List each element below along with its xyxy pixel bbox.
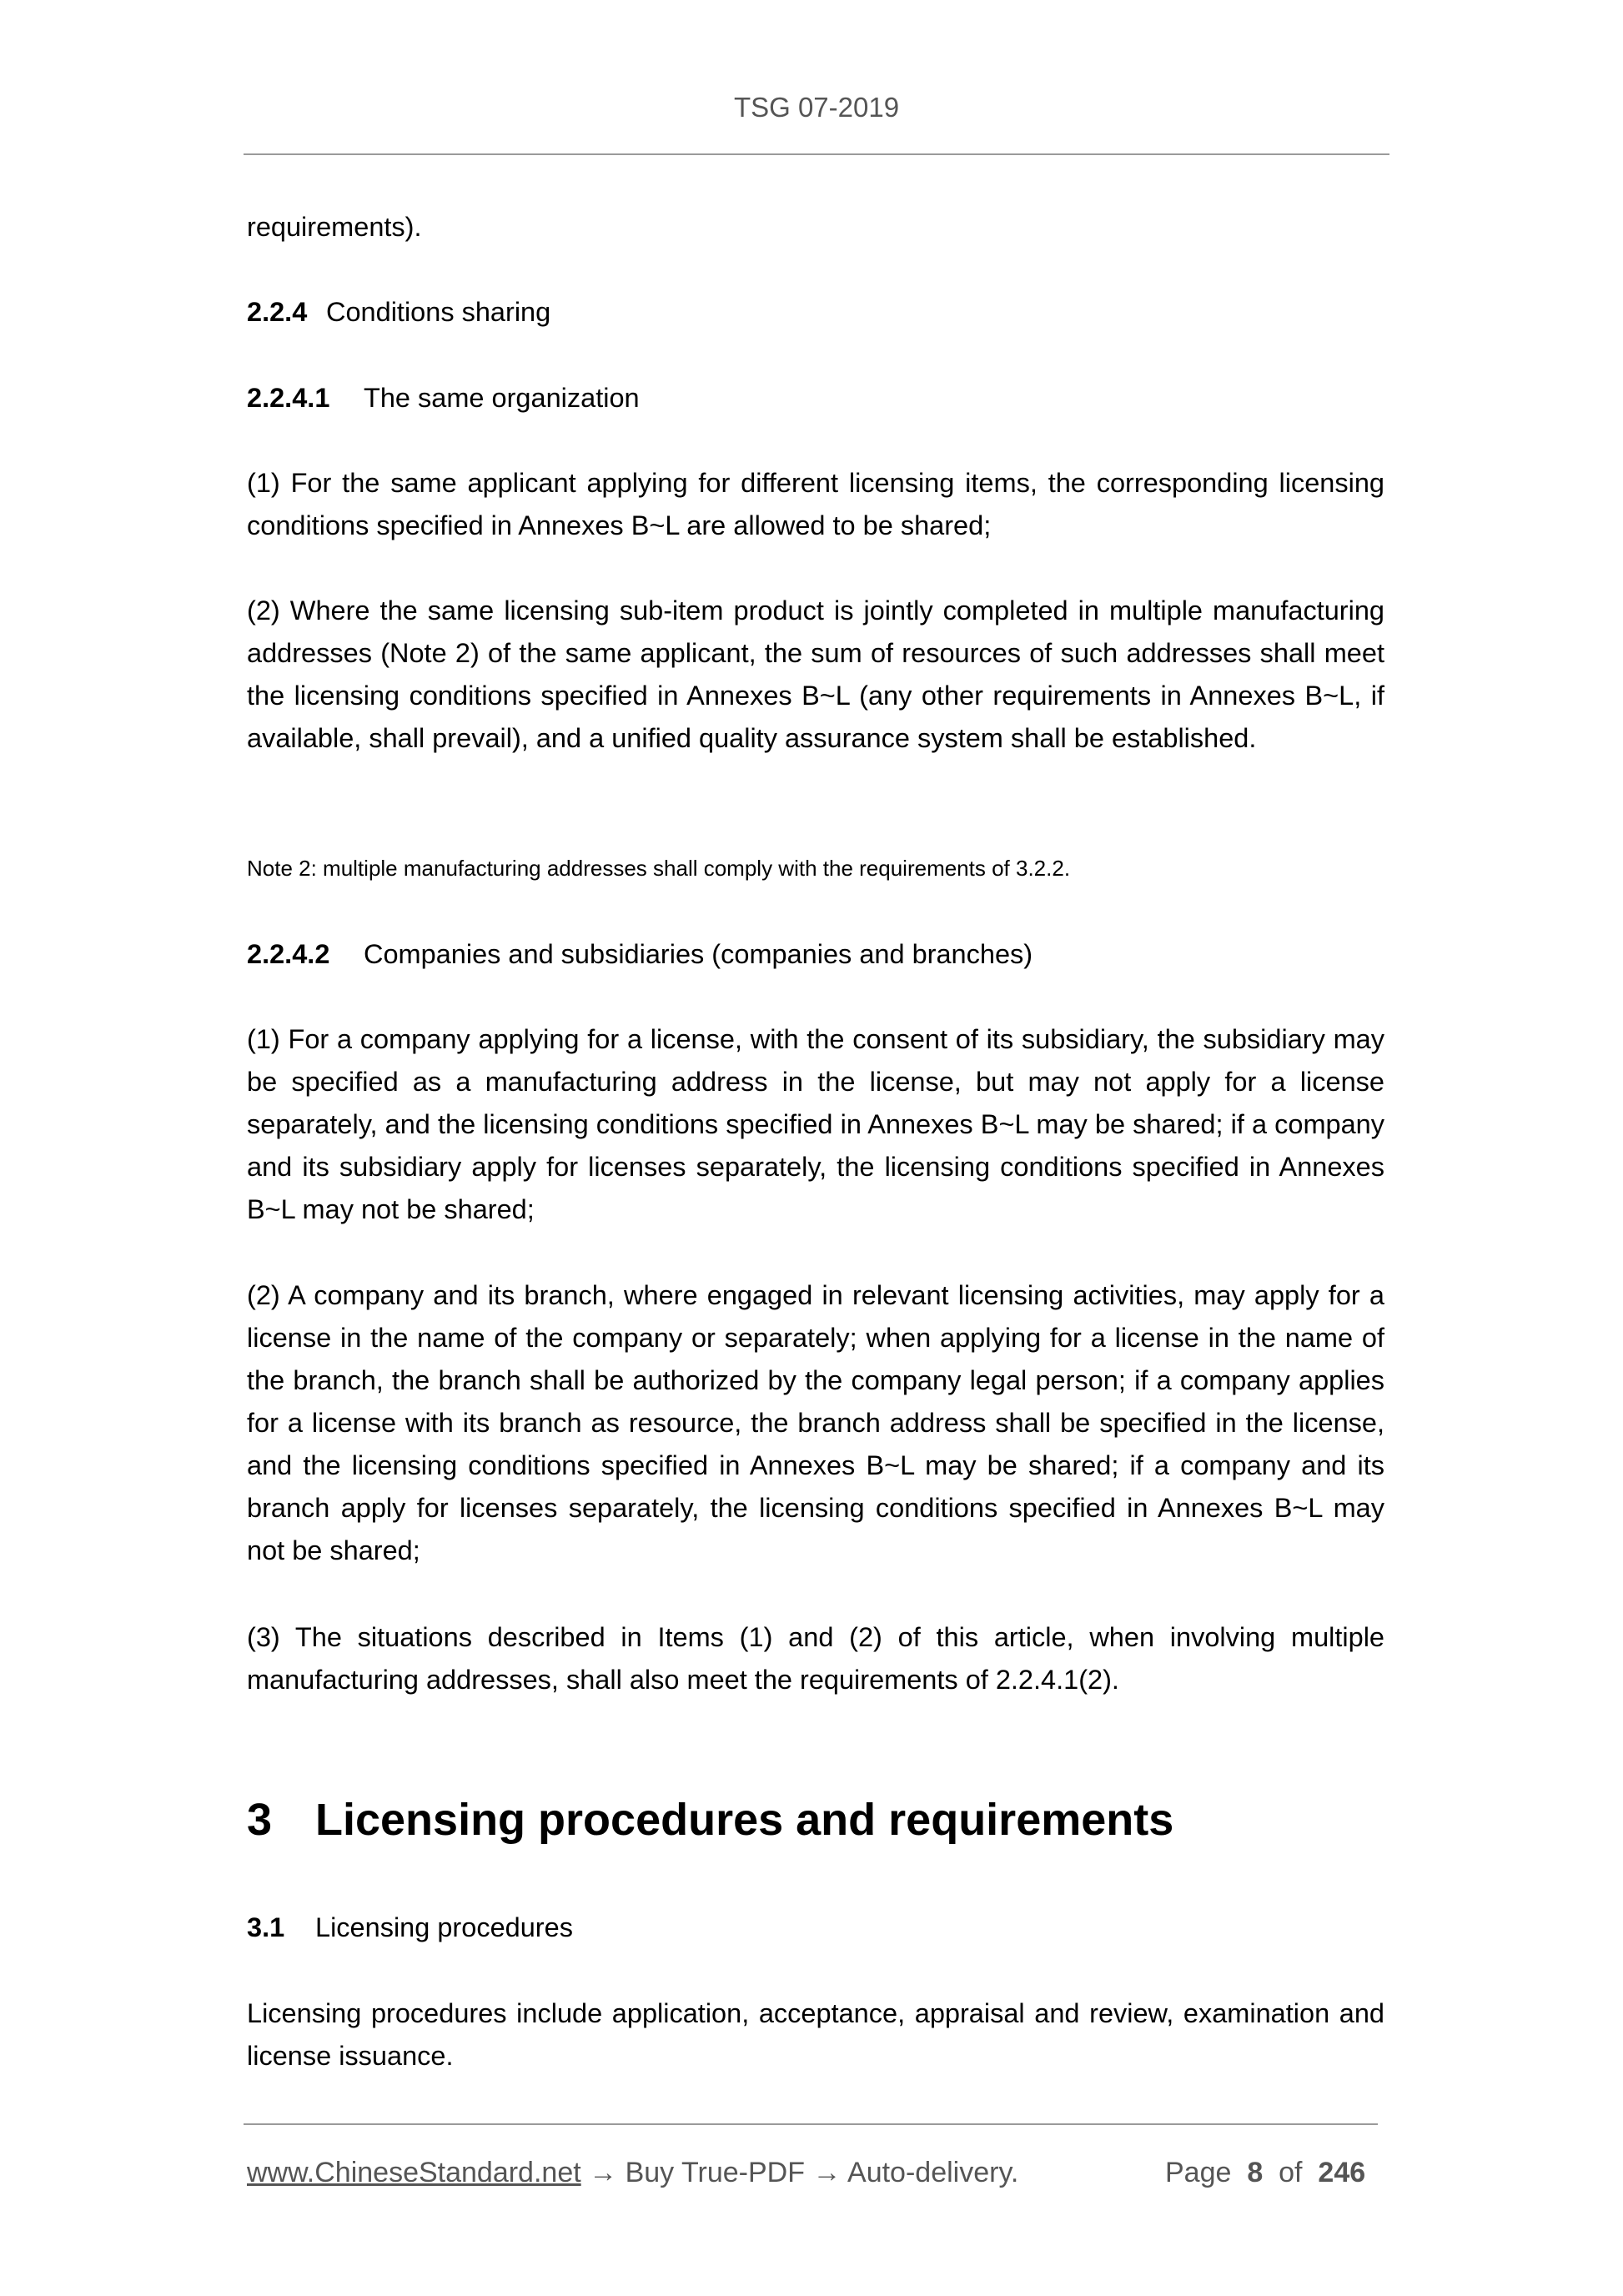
- footer-promo: [247, 2157, 1018, 2189]
- section-number: 2.2.4: [247, 297, 308, 327]
- heading-3-1: [247, 1907, 1384, 1949]
- heading-2-2-4-1: [247, 377, 1384, 420]
- header-divider: [244, 153, 1389, 155]
- heading-2-2-4-2: [247, 933, 1384, 976]
- page-number: 8: [1247, 2157, 1264, 2188]
- heading-3: [247, 1791, 1384, 1849]
- footer-divider: [244, 2123, 1378, 2125]
- page-label: Page: [1165, 2157, 1232, 2188]
- section-number: 3.1: [247, 1912, 285, 1942]
- section-title: Conditions sharing: [326, 297, 551, 327]
- paragraph-2-2-4-1-item-1: (1) For the same applicant applying for different licensing items, the corresponding licensing conditions specified in Annexes B~L are allowed to be shared;: [247, 468, 1384, 540]
- paragraph-2-2-4-2-item-2: (2) A company and its branch, where engaged in relevant licensing activities, may apply for a license in the name of the company or separately; when applying for a license in the name of the branch, the branch shall be authorized by the company legal person; if a company applies for a license with its branch as resource, the branch address shall be specified in the license, and the licensing conditions specified in Annexes B~L may be shared; if a company and its branch apply for licenses separately, the licensing conditions specified in Annexes B~L may not be shared;: [247, 1280, 1384, 1565]
- auto-delivery-text: Auto-delivery.: [847, 2157, 1019, 2188]
- paragraph-3-1: Licensing procedures include application, acceptance, appraisal and review, examination and license issuance.: [247, 1998, 1384, 2071]
- section-number: 2.2.4.2: [247, 939, 330, 969]
- note-2: Note 2: multiple manufacturing addresses shall comply with the requirements of 3.2.2.: [247, 856, 1071, 881]
- of-label: of: [1279, 2157, 1303, 2188]
- paragraph-2-2-4-2-item-3: (3) The situations described in Items (1) and (2) of this article, when involving multiple manufacturing addresses, shall also meet the requirements of 2.2.4.1(2).: [247, 1622, 1384, 1695]
- section-number: 2.2.4.1: [247, 383, 330, 413]
- chinesestandard-link[interactable]: www.ChineseStandard.net: [247, 2157, 581, 2188]
- heading-2-2-4: [247, 291, 1384, 334]
- arrow-right-icon: →: [589, 2157, 618, 2188]
- buy-true-pdf-text: Buy True-PDF: [625, 2157, 805, 2188]
- arrow-right-icon: →: [812, 2157, 842, 2188]
- section-title: The same organization: [364, 383, 640, 413]
- page-total: 246: [1318, 2157, 1366, 2188]
- continuation-text: requirements).: [247, 212, 422, 242]
- chapter-title: Licensing procedures and requirements: [315, 1795, 1174, 1845]
- paragraph-2-2-4-2-item-1: (1) For a company applying for a license, with the consent of its subsidiary, the subsidiary may be specified as a manufacturing address in the license, but may not apply for a license separately, and the licensing conditions specified in Annexes B~L may be shared; if a company and its subsidiary apply for licenses separately, the licensing conditions specified in Annexes B~L may not be shared;: [247, 1024, 1384, 1224]
- section-title: Companies and subsidiaries (companies and branches): [364, 939, 1033, 969]
- page-indicator: [1165, 2157, 1365, 2189]
- section-title: Licensing procedures: [315, 1912, 573, 1942]
- chapter-number: 3: [247, 1795, 273, 1845]
- paragraph-2-2-4-1-item-2: (2) Where the same licensing sub-item product is jointly completed in multiple manufacturing addresses (Note 2) of the same applicant, the sum of resources of such addresses shall meet the licensing conditions specified in Annexes B~L (any other requirements in Annexes B~L, if available, shall prevail), and a unified quality assurance system shall be established.: [247, 595, 1384, 753]
- document-header-title: TSG 07-2019: [733, 92, 900, 123]
